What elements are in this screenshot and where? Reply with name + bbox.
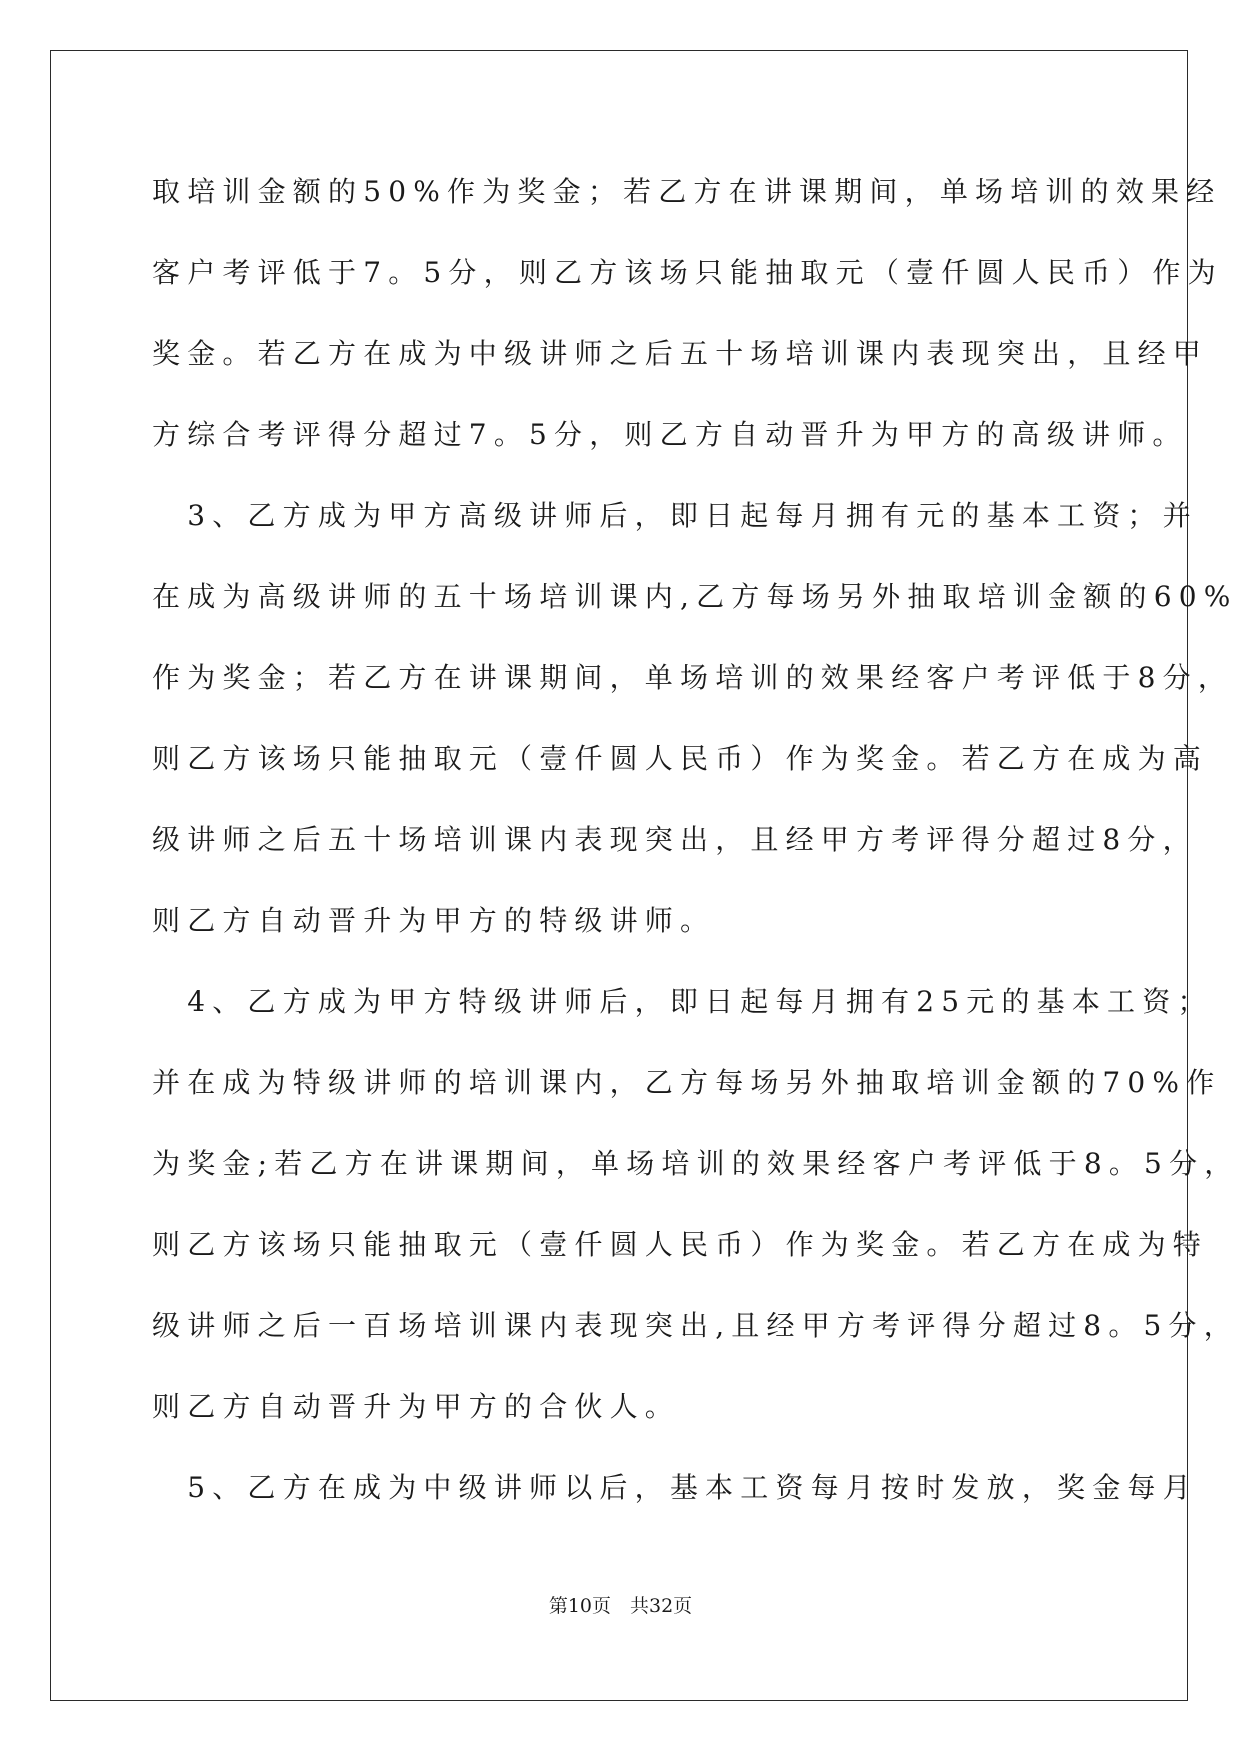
text-line: 则乙方该场只能抽取元（壹仟圆人民币）作为奖金。若乙方在成为特 [152,1228,1209,1261]
text-line: 级讲师之后一百场培训课内表现突出,且经甲方考评得分超过8。5分， [152,1309,1239,1342]
text-line: 则乙方该场只能抽取元（壹仟圆人民币）作为奖金。若乙方在成为高 [152,742,1209,775]
text-line: 并在成为特级讲师的培训课内，乙方每场另外抽取培训金额的70%作 [152,1066,1222,1099]
text-line: 则乙方自动晋升为甲方的特级讲师。 [152,904,716,937]
text-line: 客户考评低于7。5分，则乙方该场只能抽取元（壹仟圆人民币）作为 [152,256,1223,289]
text-line: 3、乙方成为甲方高级讲师后，即日起每月拥有元的基本工资；并 [152,499,1198,532]
text-line: 方综合考评得分超过7。5分，则乙方自动晋升为甲方的高级讲师。 [152,418,1188,451]
text-line: 取培训金额的50%作为奖金；若乙方在讲课期间，单场培训的效果经 [152,175,1222,208]
page-number-footer: 第10页 共32页 [548,1595,693,1617]
text-line: 作为奖金；若乙方在讲课期间，单场培训的效果经客户考评低于8分， [152,661,1234,694]
text-line: 为奖金;若乙方在讲课期间，单场培训的效果经客户考评低于8。5分， [152,1147,1240,1180]
text-line: 奖金。若乙方在成为中级讲师之后五十场培训课内表现突出，且经甲 [152,337,1209,370]
text-line: 则乙方自动晋升为甲方的合伙人。 [152,1390,681,1423]
text-line: 4、乙方成为甲方特级讲师后，即日起每月拥有25元的基本工资； [152,985,1213,1018]
text-line: 在成为高级讲师的五十场培训课内,乙方每场另外抽取培训金额的60% [152,580,1238,613]
text-line: 级讲师之后五十场培训课内表现突出，且经甲方考评得分超过8分， [152,823,1198,856]
text-line: 5、乙方在成为中级讲师以后，基本工资每月按时发放，奖金每月 [152,1471,1198,1504]
document-body [152,162,1240,1539]
